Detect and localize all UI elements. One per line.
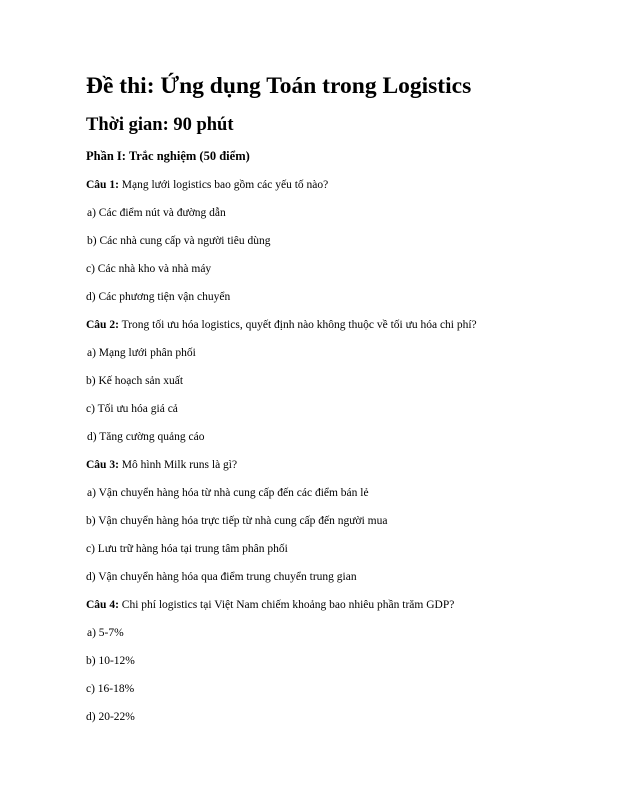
question-text: Chi phí logistics tại Việt Nam chiếm khoảng bao nhiêu phần trăm GDP? bbox=[118, 599, 455, 611]
question-label: Câu 1: bbox=[86, 179, 119, 191]
section-title: Phần I: Trắc nghiệm (50 điểm) bbox=[86, 149, 250, 163]
question-1-option-a: a) Các điểm nút và đường dẫn bbox=[87, 207, 226, 219]
question-2-option-b: b) Kế hoạch sản xuất bbox=[86, 375, 184, 387]
question-3-option-c: c) Lưu trữ hàng hóa tại trung tâm phân phối bbox=[86, 543, 288, 555]
question-4-option-a: a) 5-7% bbox=[87, 627, 124, 639]
question-2-option-a: a) Mạng lưới phân phối bbox=[87, 347, 196, 359]
question-1-option-b: b) Các nhà cung cấp và người tiêu dùng bbox=[87, 235, 271, 247]
question-4-option-c: c) 16-18% bbox=[86, 683, 135, 695]
question-3 bbox=[86, 459, 237, 473]
question-label: Câu 3: bbox=[86, 459, 119, 471]
question-1-option-c: c) Các nhà kho và nhà máy bbox=[86, 263, 212, 275]
question-1 bbox=[86, 179, 328, 193]
question-text: Mạng lưới logistics bao gồm các yếu tố nào? bbox=[118, 179, 329, 191]
question-label: Câu 2: bbox=[86, 319, 119, 331]
question-4-option-b: b) 10-12% bbox=[86, 655, 135, 667]
question-2-option-c: c) Tối ưu hóa giá cả bbox=[86, 403, 178, 415]
exam-duration: Thời gian: 90 phút bbox=[86, 115, 234, 135]
question-3-option-a: a) Vận chuyển hàng hóa từ nhà cung cấp đến các điểm bán lẻ bbox=[87, 487, 369, 499]
question-text: Mô hình Milk runs là gì? bbox=[118, 459, 238, 471]
question-label: Câu 4: bbox=[86, 599, 119, 611]
question-4-option-d: d) 20-22% bbox=[86, 711, 135, 723]
question-2-option-d: d) Tăng cường quảng cáo bbox=[87, 431, 205, 443]
page-title: Đề thi: Ứng dụng Toán trong Logistics bbox=[86, 73, 472, 99]
question-3-option-b: b) Vận chuyển hàng hóa trực tiếp từ nhà cung cấp đến người mua bbox=[86, 515, 388, 527]
question-4 bbox=[86, 599, 454, 613]
question-text: Trong tối ưu hóa logistics, quyết định nào không thuộc về tối ưu hóa chi phí? bbox=[118, 319, 477, 331]
question-3-option-d: d) Vận chuyển hàng hóa qua điểm trung chuyển trung gian bbox=[86, 571, 357, 583]
question-1-option-d: d) Các phương tiện vận chuyển bbox=[86, 291, 231, 303]
question-2 bbox=[86, 319, 477, 333]
